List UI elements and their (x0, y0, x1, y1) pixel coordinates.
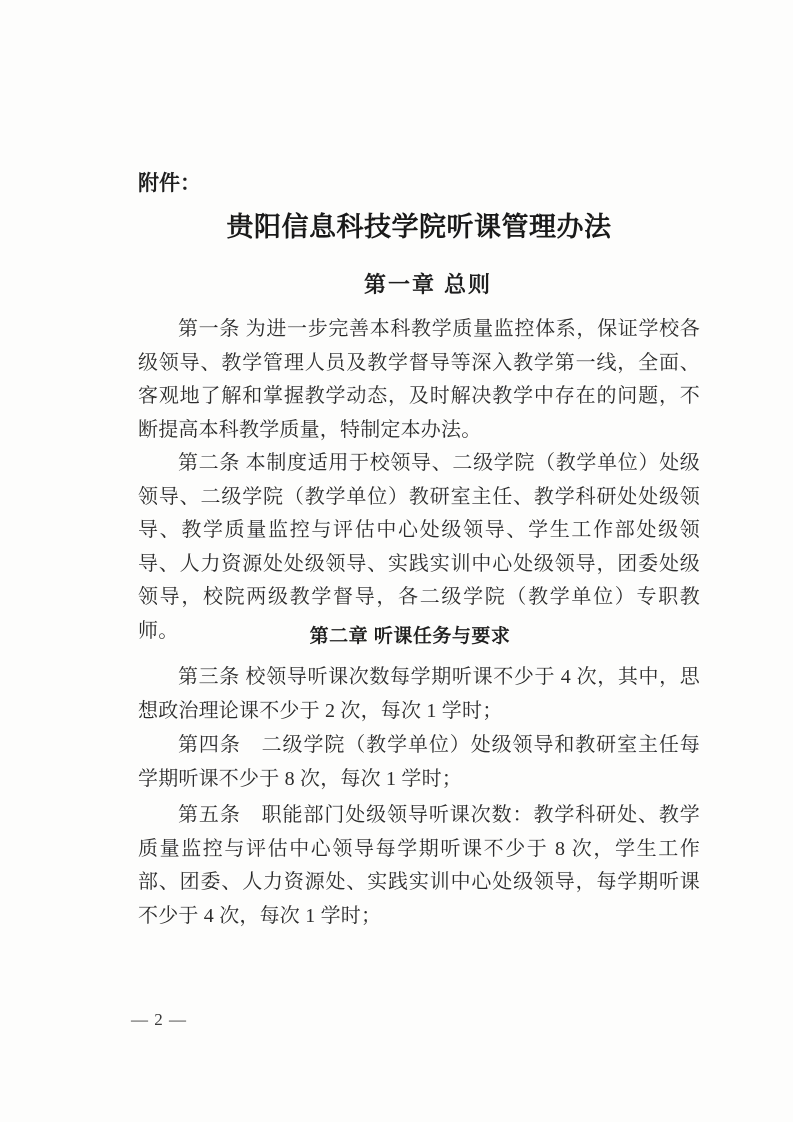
article-4-paragraph: 第四条 二级学院（教学单位）处级领导和教研室主任每学期听课不少于 8 次，每次 1 学时； (138, 734, 700, 790)
article-2-paragraph: 第二条 本制度适用于校领导、二级学院（教学单位）处级领导、二级学院（教学单位）教研室主任、教学科研处处级领导、教学质量监控与评估中心处级领导、学生工作部处级领导、人力资源处处级领导、实践实训中心处级领导，团委处级领导，校院两级教学督导，各二级学院（教学单位）专职教师。 (138, 452, 700, 642)
article-5-paragraph: 第五条 职能部门处级领导听课次数：教学科研处、教学质量监控与评估中心领导每学期听课不少于 8 次，学生工作部、团委、人力资源处、实践实训中心处级领导，每学期听课不少于 4 次，每次 1 学时； (138, 804, 700, 927)
document-title: 贵阳信息科技学院听课管理办法 (226, 212, 612, 242)
attachment-label: 附件： (138, 172, 201, 195)
page-number: — 2 — (131, 1010, 187, 1029)
chapter-2-heading: 第二章 听课任务与要求 (309, 626, 511, 647)
chapter-1-heading: 第一章 总则 (363, 272, 493, 297)
article-1-paragraph: 第一条 为进一步完善本科教学质量监控体系，保证学校各级领导、教学管理人员及教学督导等深入教学第一线，全面、客观地了解和掌握教学动态，及时解决教学中存在的问题，不断提高本科教学质量，特制定本办法。 (138, 318, 700, 441)
article-3-paragraph: 第三条 校领导听课次数每学期听课不少于 4 次，其中，思想政治理论课不少于 2 次，每次 1 学时； (138, 666, 700, 722)
